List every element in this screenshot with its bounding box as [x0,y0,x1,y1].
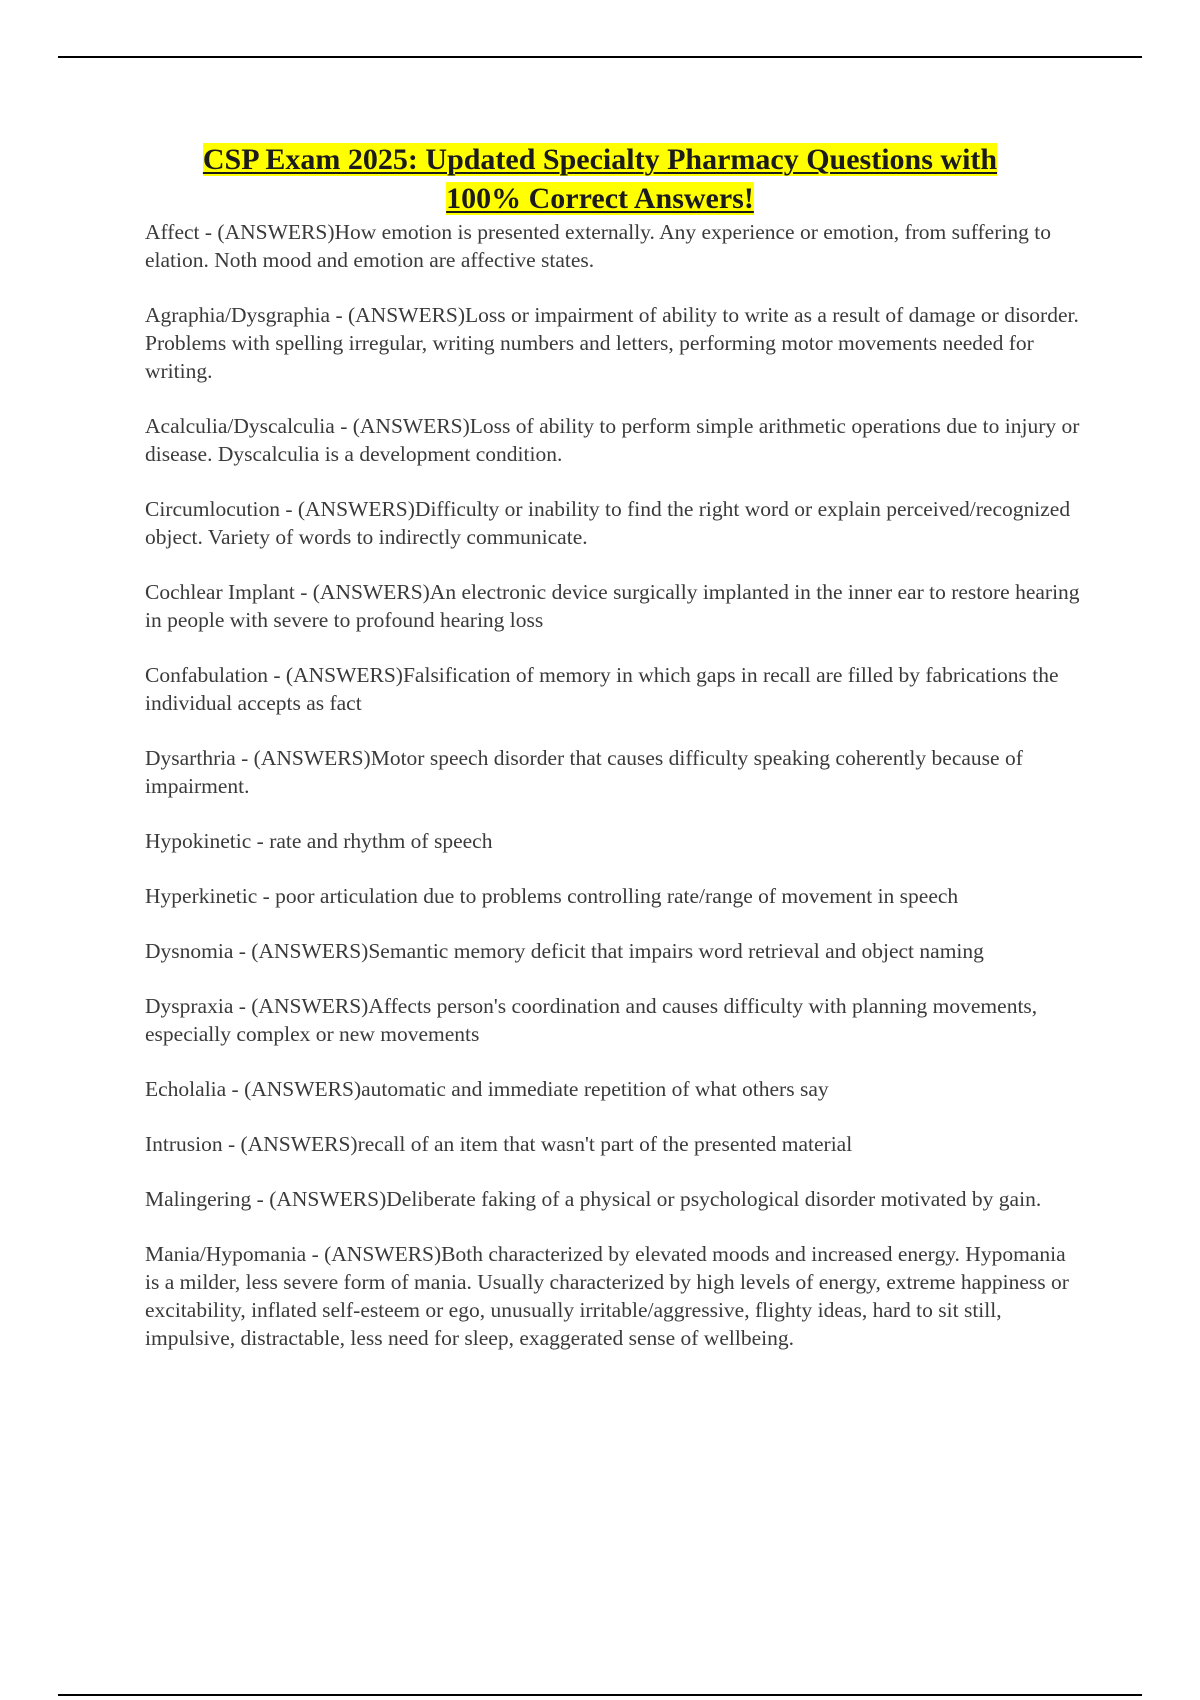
document-body [145,218,1085,1379]
entry-dyspraxia: Dyspraxia - (ANSWERS)Affects person's coordination and causes difficulty with planning movements, especially complex or new movements [145,994,1038,1046]
entry-confabulation: Confabulation - (ANSWERS)Falsification of memory in which gaps in recall are filled by fabrications the individual accepts as fact [145,663,1059,715]
entry-affect: Affect - (ANSWERS)How emotion is presented externally. Any experience or emotion, from suffering to elation. Noth mood and emotion are affective states. [145,220,1051,272]
entry-echolalia: Echolalia - (ANSWERS)automatic and immediate repetition of what others say [145,1077,829,1101]
entry-mania-hypomania: Mania/Hypomania - (ANSWERS)Both characterized by elevated moods and increased energy. Hypomania is a milder, less severe form of mania. Usually characterized by high levels of energy, extreme happiness or excitability, inflated self-esteem or ego, unusually irritable/aggressive, flighty ideas, hard to sit still, impulsive, distractable, less need for sleep, exaggerated sense of wellbeing. [145,1242,1069,1350]
entry-hypokinetic: Hypokinetic - rate and rhythm of speech [145,829,493,853]
entry-dysnomia: Dysnomia - (ANSWERS)Semantic memory deficit that impairs word retrieval and object naming [145,939,984,963]
footer-rule [58,1694,1142,1696]
entry-agraphia: Agraphia/Dysgraphia - (ANSWERS)Loss or impairment of ability to write as a result of damage or disorder. Problems with spelling irregular, writing numbers and letters, performing motor movements needed for writing. [145,303,1079,383]
entry-intrusion: Intrusion - (ANSWERS)recall of an item that wasn't part of the presented material [145,1132,853,1156]
entry-cochlear-implant: Cochlear Implant - (ANSWERS)An electronic device surgically implanted in the inner ear to restore hearing in people with severe to profound hearing loss [145,580,1080,632]
header-rule [58,56,1142,58]
entry-acalculia: Acalculia/Dyscalculia - (ANSWERS)Loss of ability to perform simple arithmetic operations due to injury or disease. Dyscalculia is a development condition. [145,414,1080,466]
entry-dysarthria: Dysarthria - (ANSWERS)Motor speech disorder that causes difficulty speaking coherently because of impairment. [145,746,1023,798]
entry-circumlocution: Circumlocution - (ANSWERS)Difficulty or inability to find the right word or explain perceived/recognized object. Variety of words to indirectly communicate. [145,497,1071,549]
title-line-1: CSP Exam 2025: Updated Specialty Pharmacy Questions with [202,143,998,176]
entry-hyperkinetic: Hyperkinetic - poor articulation due to problems controlling rate/range of movement in speech [145,884,959,908]
title-line-2: 100% Correct Answers! [446,182,754,215]
document-title [120,140,1080,218]
entry-malingering: Malingering - (ANSWERS)Deliberate faking of a physical or psychological disorder motivated by gain. [145,1187,1042,1211]
